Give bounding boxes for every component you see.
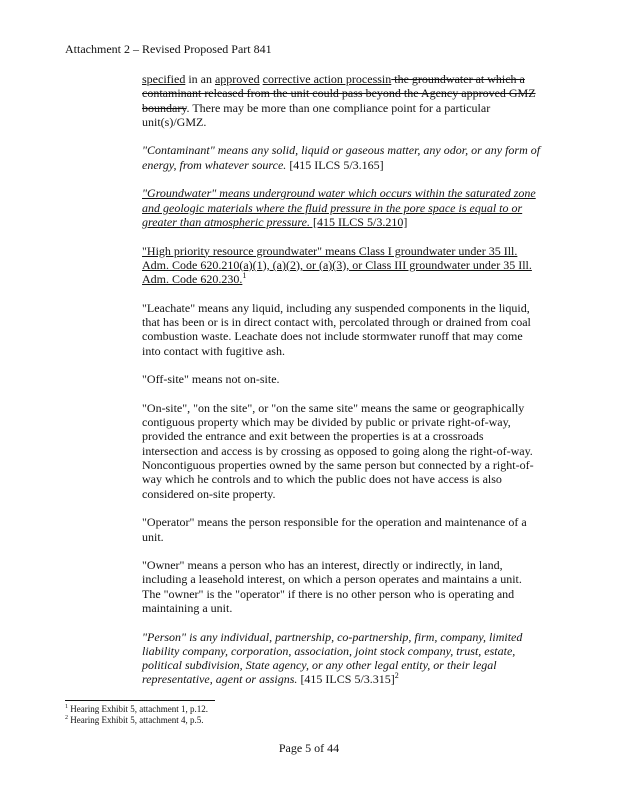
footnote-text: Hearing Exhibit 5, attachment 1, p.12. — [68, 704, 208, 714]
text-run: . There may be more than one compliance point for a particular unit(s)/GMZ. — [142, 100, 491, 129]
footnote-reference: 1 — [242, 271, 247, 281]
page-number: Page 5 of 44 — [278, 741, 340, 755]
footnote-item — [65, 715, 465, 726]
inserted-text: approved — [214, 72, 260, 86]
citation: [415 ILCS 5/3.165] — [286, 157, 384, 172]
footnote-item — [65, 704, 465, 715]
definition-text: "High priority resource groundwater" means Class I groundwater under 35 Ill. Adm. Code 620.210(a)(1), (a)(2), or (a)(3), or Class III groundwater under 35 Ill. Adm. Code 620.230. — [142, 243, 532, 287]
definition-groundwater — [142, 186, 542, 229]
footnote-number: 1 — [65, 704, 68, 710]
statutory-definition: "Person" is any individual, partnership, co-partnership, firm, company, limited liability company, corporation, association, joint stock company, trust, estate, political subdivision, State agency, or any other legal entity, or their legal representative, agent or assigns. — [142, 629, 523, 687]
footnote-text: Hearing Exhibit 5, attachment 4, p.5. — [68, 715, 204, 725]
definition-on-site: "On-site", "on the site", or "on the same site" means the same or geographically contiguous property which may be divided by public or private right-of-way, provided the entrance and exit between the properties is at a crossroads intersection and access is by crossing as opposed to going along the right-of-way. Noncontiguous properties owned by the same person but connected by a right-of-way which he controls and to which the public does not have access is also considered on-site property. — [142, 400, 534, 501]
definition-owner: "Owner" means a person who has an interest, directly or indirectly, in land, including a leasehold interest, on which a person operates and maintains a unit. The "owner" is the "operator" if there is no other person who is operating and maintaining a unit. — [142, 558, 522, 615]
inserted-text: specified — [142, 72, 186, 86]
definition-operator: "Operator" means the person responsible for the operation and maintenance of a unit. — [142, 515, 527, 544]
deleted-text: the groundwater at which a contaminant released from the unit could pass beyond the Agency approved GMZ boundary — [142, 72, 536, 115]
definition-high-priority-resource-groundwater — [142, 244, 542, 287]
definition-person — [142, 630, 542, 687]
footnotes — [65, 704, 465, 726]
paragraph-compliance-point — [142, 72, 542, 129]
citation: [415 ILCS 5/3.315] — [297, 672, 395, 687]
statutory-definition: "Contaminant" means any solid, liquid or gaseous matter, any odor, or any form of energy, from whatever source. — [142, 143, 541, 172]
definition-contaminant — [142, 143, 542, 172]
footnote-reference: 2 — [394, 671, 399, 681]
inserted-text: corrective action process — [262, 72, 382, 86]
definition-leachate: "Leachate" means any liquid, including any suspended components in the liquid, that has been or is in direct contact with, percolated through or drained from coal combustion waste. Leachate does not include stormwater runoff that may come into contact with fugitive ash. — [142, 300, 531, 358]
text-run: in an — [185, 72, 215, 86]
document-body — [142, 72, 542, 701]
citation: [415 ILCS 5/3.210] — [309, 214, 408, 229]
statutory-definition: "Groundwater" means underground water which occurs within the saturated zone and geologic materials where the fluid pressure in the pore space is equal to or greater than atmospheric pressure. — [142, 186, 536, 229]
footnote-divider — [65, 700, 215, 701]
document-header: Attachment 2 – Revised Proposed Part 841 — [65, 42, 272, 56]
footnote-number: 2 — [65, 715, 68, 721]
inserted-text: in — [381, 72, 392, 86]
definition-off-site: "Off-site" means not on-site. — [142, 372, 280, 387]
